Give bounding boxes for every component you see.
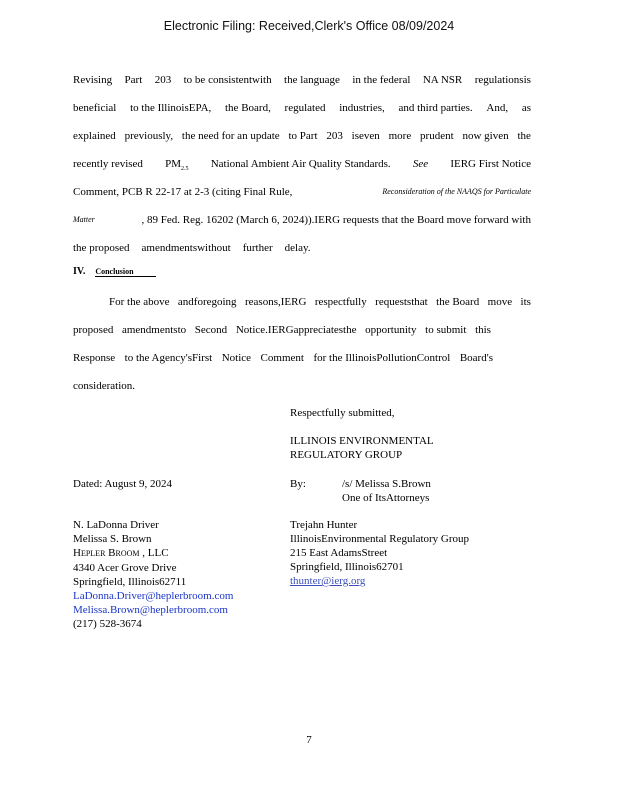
citation-text: Comment, PCB R 22-17 at 2-3 (citing Final Rule, <box>73 186 293 198</box>
citation-title: Matter <box>73 215 95 224</box>
word: move <box>487 296 513 308</box>
word: recently revised <box>73 158 143 170</box>
email-link[interactable]: Melissa.Brown@heplerbroom.com <box>73 604 228 616</box>
text-line <box>73 344 493 372</box>
word: in the federal <box>352 74 411 86</box>
word: Board's <box>459 352 493 364</box>
pm-text: PM <box>165 158 182 170</box>
word: explained <box>73 130 116 142</box>
organization-line: REGULATORY GROUP <box>290 449 403 461</box>
pm-subscript: 2.5 <box>181 166 189 173</box>
firm-suffix: , LLC <box>139 547 169 559</box>
text-line <box>73 94 531 122</box>
word: its <box>520 296 531 308</box>
word: prudent <box>420 130 454 142</box>
closing: Respectfully submitted, <box>290 407 395 419</box>
email-row <box>290 574 469 588</box>
email-link[interactable]: thunter@ierg.org <box>290 575 366 587</box>
word: Part <box>124 74 143 86</box>
word: 203 <box>326 130 343 142</box>
word: And, <box>486 102 509 114</box>
word: reasons,IERG <box>244 296 307 308</box>
text-line <box>73 150 531 178</box>
word: proposed <box>73 324 114 336</box>
word: amendmentswithout <box>141 242 231 254</box>
contact-name: Trejahn Hunter <box>290 519 358 531</box>
by-label: By: <box>290 478 306 490</box>
text-line <box>73 178 531 206</box>
paragraph-conclusion <box>73 288 531 400</box>
word: regulated <box>284 102 326 114</box>
word: Second <box>194 324 228 336</box>
word: regulationsis <box>474 74 531 86</box>
ierg-contact <box>290 518 469 588</box>
word: to the IllinoisEPA, <box>130 102 212 114</box>
word: to the Agency'sFirst <box>124 352 213 364</box>
word: Notice <box>221 352 252 364</box>
word: respectfully <box>314 296 367 308</box>
word: opportunity <box>365 324 417 336</box>
signer-block <box>342 477 431 505</box>
word: requeststhat <box>375 296 428 308</box>
word: previously, <box>124 130 174 142</box>
word: Response <box>73 352 116 364</box>
word: NA NSR <box>422 74 463 86</box>
paragraph-part-203 <box>73 66 531 262</box>
word: industries, <box>339 102 385 114</box>
attorney-name: N. LaDonna Driver <box>73 519 159 531</box>
word: National Ambient Air Quality Standards. <box>210 158 391 170</box>
text-line <box>73 288 531 316</box>
signer-role: One of ItsAttorneys <box>342 492 430 504</box>
word: for the IllinoisPollutionControl <box>313 352 451 364</box>
word: the Board, <box>225 102 271 114</box>
word: 203 <box>154 74 172 86</box>
firm-letter: H <box>73 547 81 559</box>
word: beneficial <box>73 102 117 114</box>
page-number: 7 <box>306 734 312 746</box>
contact-organization: IllinoisEnvironmental Regulatory Group <box>290 533 470 545</box>
see-signal: See <box>412 158 429 170</box>
pm25-label <box>165 150 188 178</box>
word: the need for an update <box>181 130 280 142</box>
email-link[interactable]: LaDonna.Driver@heplerbroom.com <box>73 590 234 602</box>
firm-letter: B <box>108 547 116 559</box>
word: this <box>475 324 491 336</box>
word: the language <box>284 74 340 86</box>
word: to Part <box>288 130 318 142</box>
address-line: Springfield, Illinois62701 <box>290 561 404 573</box>
word: consideration. <box>73 380 136 392</box>
firm-smallcaps: EPLER <box>80 549 106 558</box>
text-line <box>73 234 531 262</box>
organization-name <box>290 434 434 462</box>
address-line: 4340 Acer Grove Drive <box>73 562 177 574</box>
word: the <box>517 130 531 142</box>
filing-header: Electronic Filing: Received,Clerk's Office 08/09/2024 <box>163 19 455 33</box>
attorney-name: Melissa S. Brown <box>73 533 152 545</box>
text-line <box>73 316 491 344</box>
counsel-contact <box>73 518 233 631</box>
word: further <box>242 242 273 254</box>
organization-line: ILLINOIS ENVIRONMENTAL <box>290 435 434 447</box>
word: amendmentsto <box>121 324 187 336</box>
citation-title: Reconsideration of the NAAQS for Particulate <box>382 187 531 196</box>
word: as <box>521 102 531 114</box>
word: the Board <box>436 296 480 308</box>
dated-line: Dated: August 9, 2024 <box>73 478 172 490</box>
word: Revising <box>73 74 113 86</box>
signer-name: /s/ Melissa S.Brown <box>342 478 431 490</box>
word: to submit <box>425 324 467 336</box>
phone-number: (217) 528-3674 <box>73 618 142 630</box>
text-line <box>73 66 531 94</box>
address-line: Springfield, Illinois62711 <box>73 576 187 588</box>
firm-smallcaps: ROOM <box>115 549 140 558</box>
word: IERG First Notice <box>450 158 531 170</box>
word: delay. <box>284 242 311 254</box>
word: more <box>388 130 412 142</box>
section-number: IV. <box>73 266 86 277</box>
text-line <box>73 122 531 150</box>
address-line: 215 East AdamsStreet <box>290 547 388 559</box>
word: to be consistentwith <box>183 74 272 86</box>
word: Notice.IERGappreciatesthe <box>235 324 357 336</box>
citation-text: , 89 Fed. Reg. 16202 (March 6, 2024)).IERG requests that the Board move forward with <box>141 214 531 226</box>
word: and third parties. <box>398 102 473 114</box>
text-line <box>73 206 531 234</box>
word: For the above <box>109 296 170 308</box>
word: iseven <box>351 130 380 142</box>
section-title: Conclusion <box>95 267 155 277</box>
word: Comment <box>260 352 304 364</box>
firm-name <box>73 546 233 561</box>
word: the proposed <box>73 242 130 254</box>
section-heading <box>73 266 156 277</box>
text-line <box>73 372 531 400</box>
word: now given <box>462 130 509 142</box>
word: andforegoing <box>177 296 237 308</box>
